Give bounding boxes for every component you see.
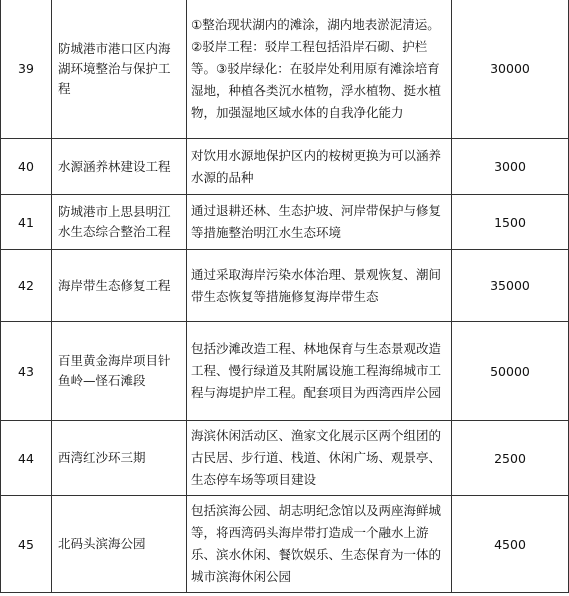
table-row [1, 195, 569, 250]
project-name: 西湾红沙环三期 [52, 421, 187, 496]
row-number: 39 [1, 0, 52, 139]
project-description: 海滨休闲活动区、渔家文化展示区两个组团的古民居、步行道、栈道、休闲广场、观景亭、生态停车场等项目建设 [187, 421, 452, 496]
table-row [1, 139, 569, 195]
row-number: 41 [1, 195, 52, 250]
project-name: 防城港市上思县明江水生态综合整治工程 [52, 195, 187, 250]
row-number: 43 [1, 322, 52, 421]
project-description: 通过退耕还林、生态护坡、河岸带保护与修复等措施整治明江水生态环境 [187, 195, 452, 250]
project-description: 包括滨海公园、胡志明纪念馆以及两座海鲜城等，将西湾码头海岸带打造成一个融水上游乐、滨水休闲、餐饮娱乐、生态保育为一体的城市滨海休闲公园 [187, 496, 452, 593]
project-name: 百里黄金海岸项目针鱼岭—怪石滩段 [52, 322, 187, 421]
project-name: 海岸带生态修复工程 [52, 250, 187, 322]
investment-amount: 35000 [452, 250, 569, 322]
project-description: 通过采取海岸污染水体治理、景观恢复、潮间带生态恢复等措施修复海岸带生态 [187, 250, 452, 322]
investment-amount: 1500 [452, 195, 569, 250]
table-row [1, 0, 569, 139]
table-row [1, 250, 569, 322]
row-number: 45 [1, 496, 52, 593]
project-description: ①整治现状湖内的滩涂，湖内地表淤泥清运。②驳岸工程：驳岸工程包括沿岸石砌、护栏等。③驳岸绿化：在驳岸处利用原有滩涂培育湿地，种植各类沉水植物，浮水植物、挺水植物，加强湿地区域水体的自我净化能力 [187, 0, 452, 139]
table-row [1, 496, 569, 593]
row-number: 44 [1, 421, 52, 496]
project-description: 包括沙滩改造工程、林地保育与生态景观改造工程、慢行绿道及其附属设施工程海绵城市工程与海堤护岸工程。配套项目为西湾西岸公园 [187, 322, 452, 421]
investment-amount: 3000 [452, 139, 569, 195]
project-name: 防城港市港口区内海湖环境整治与保护工程 [52, 0, 187, 139]
row-number: 42 [1, 250, 52, 322]
project-name: 水源涵养林建设工程 [52, 139, 187, 195]
investment-amount: 50000 [452, 322, 569, 421]
investment-amount: 4500 [452, 496, 569, 593]
table-row [1, 421, 569, 496]
investment-amount: 2500 [452, 421, 569, 496]
investment-amount: 30000 [452, 0, 569, 139]
project-description: 对饮用水源地保护区内的桉树更换为可以涵养水源的品种 [187, 139, 452, 195]
table-row [1, 322, 569, 421]
row-number: 40 [1, 139, 52, 195]
project-name: 北码头滨海公园 [52, 496, 187, 593]
